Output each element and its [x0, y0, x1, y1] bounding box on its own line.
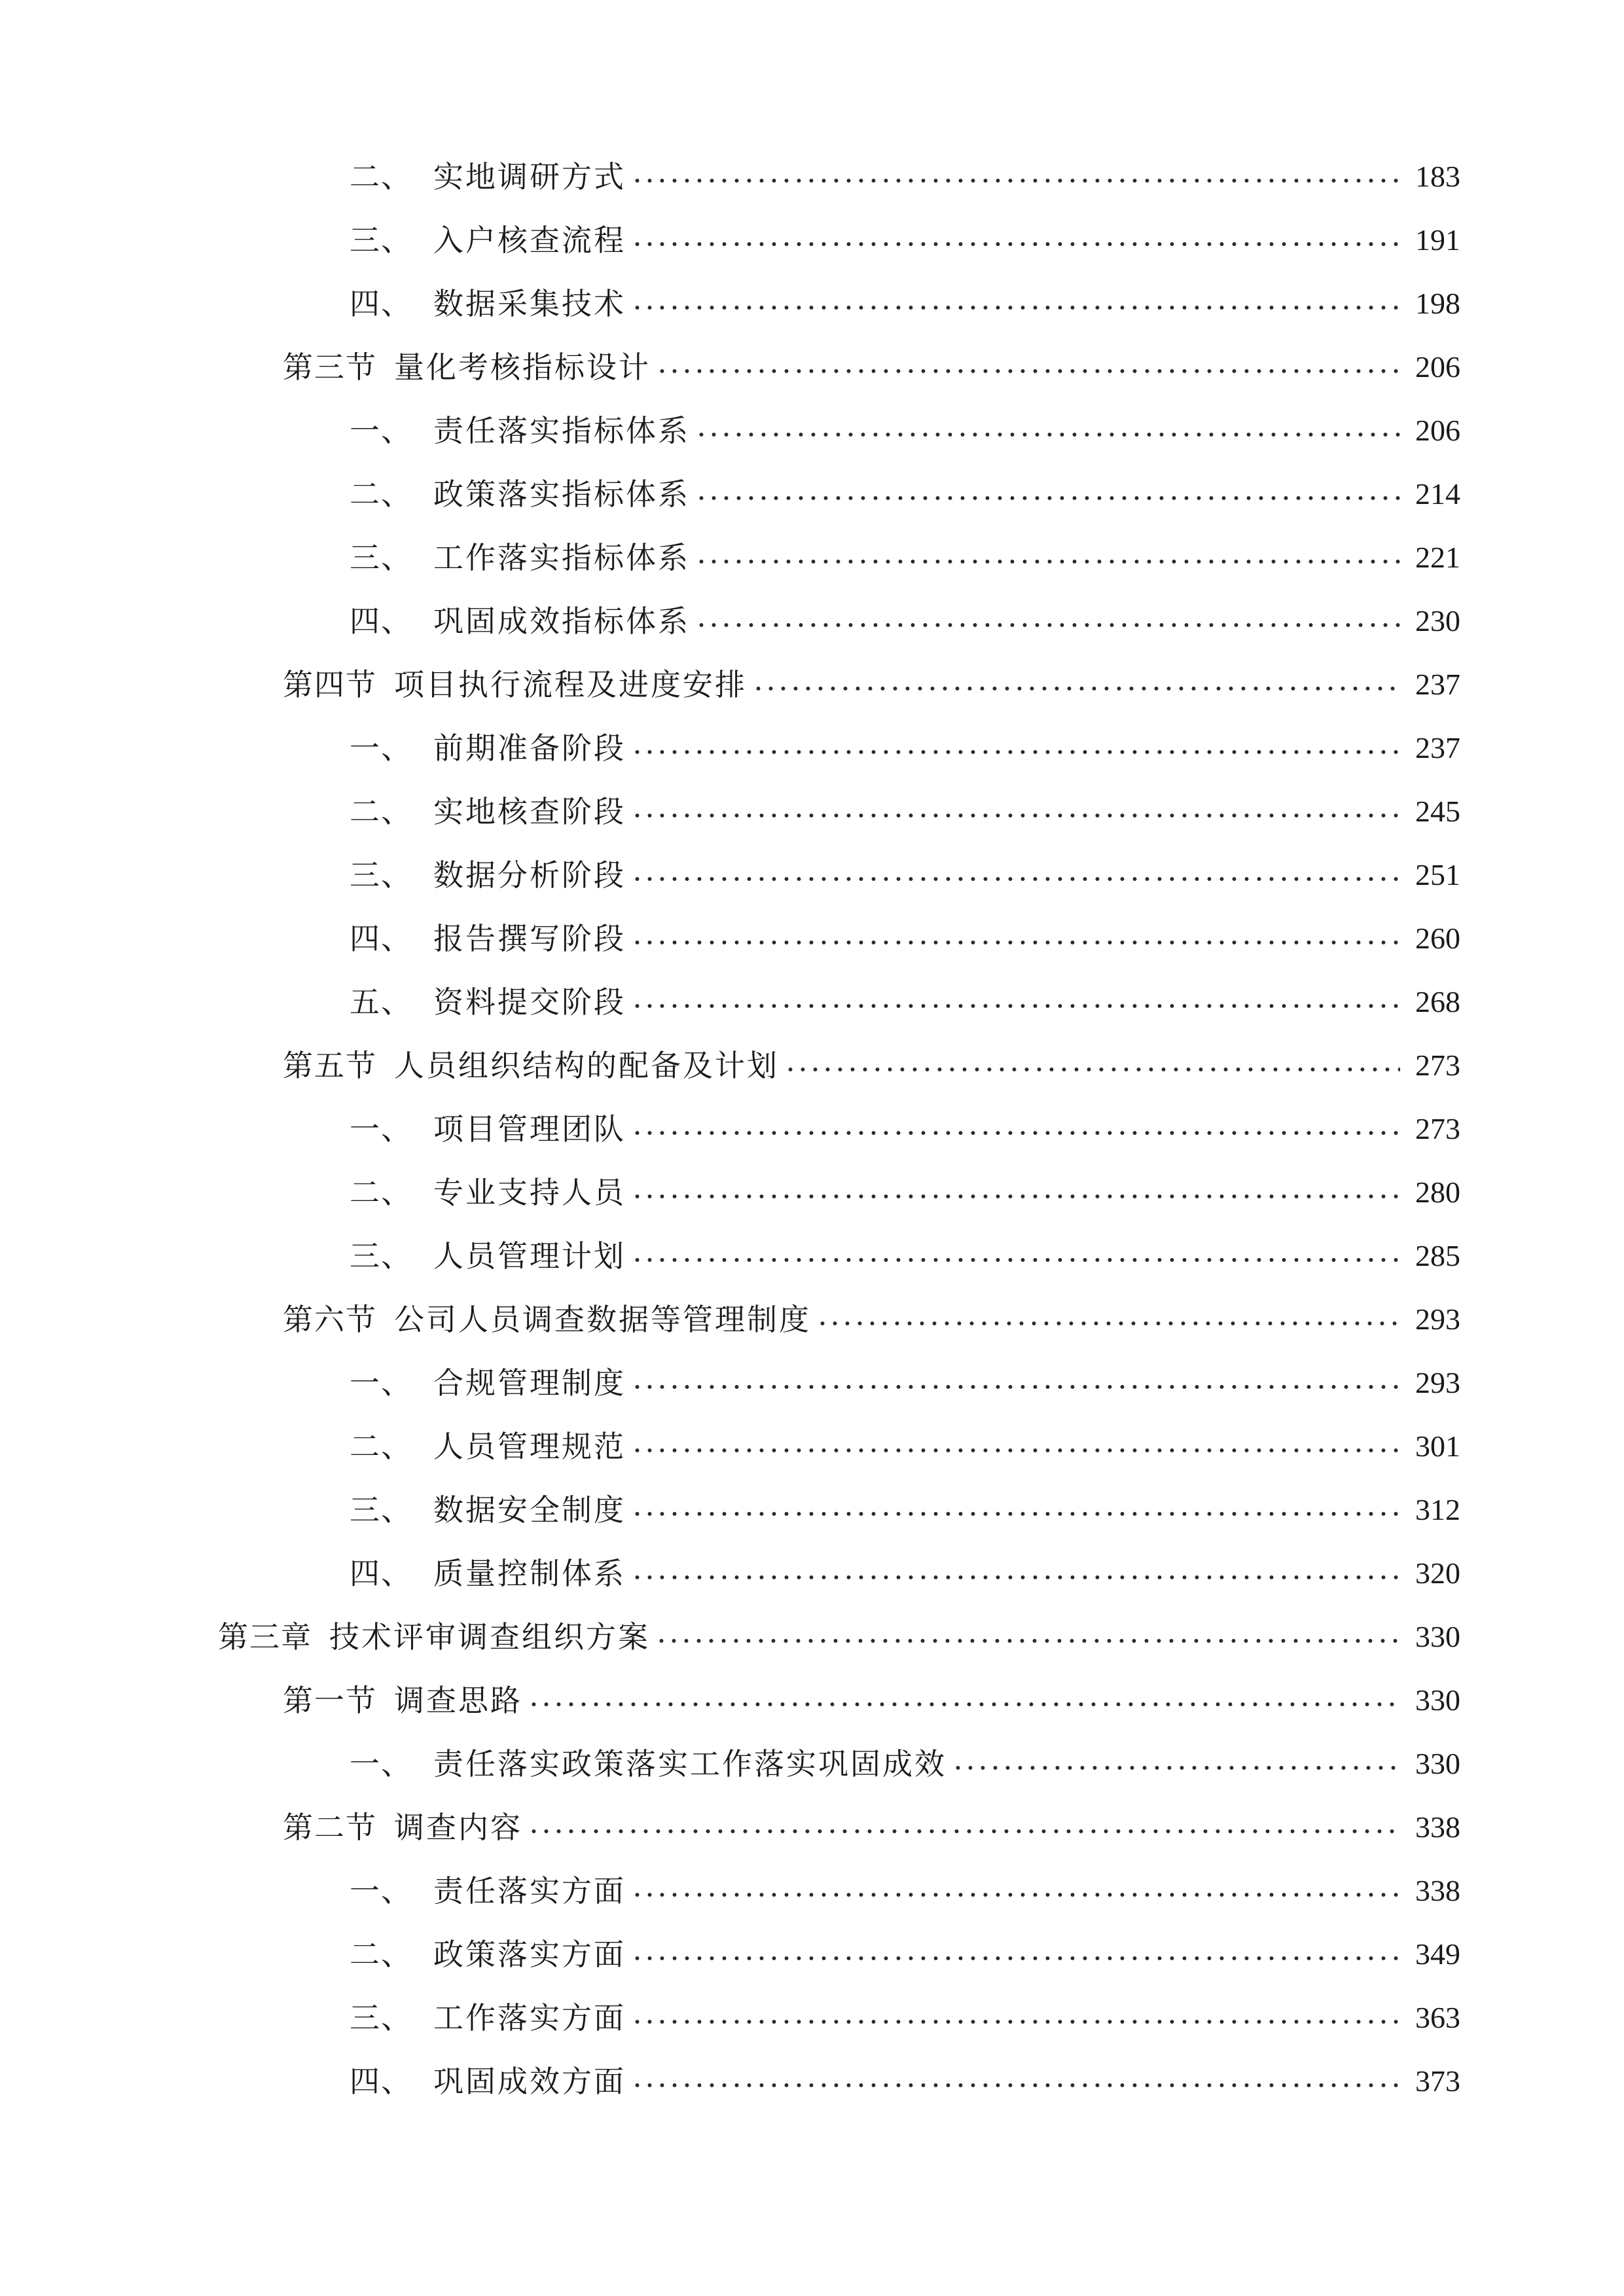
toc-entry-page-number: 320: [1415, 1556, 1460, 1590]
toc-entry-number: 一、: [350, 1746, 412, 1782]
toc-entry-page-number: 230: [1415, 603, 1460, 637]
toc-entry-title: 政策落实指标体系: [433, 476, 690, 512]
toc-entry-number: 四、: [350, 920, 412, 956]
toc-entry-number: 三、: [350, 539, 412, 575]
toc-entry-page-number: 312: [1415, 1492, 1460, 1526]
dot-leader: [695, 548, 1400, 575]
toc-entry[interactable]: [0, 1160, 1624, 1224]
dot-leader: [631, 2009, 1400, 2035]
toc-entry-number: 四、: [350, 603, 412, 639]
dot-leader: [631, 993, 1400, 1019]
toc-entry-number: 第四节: [283, 666, 377, 702]
dot-leader: [631, 168, 1400, 194]
toc-entry-title: 项目管理团队: [433, 1111, 626, 1147]
dot-leader: [631, 1437, 1400, 1463]
toc-entry-title: 工作落实方面: [433, 2000, 626, 2036]
toc-entry-title: 专业支持人员: [433, 1174, 626, 1210]
toc-entry-title: 项目执行流程及进度安排: [394, 666, 747, 702]
toc-entry-page-number: 221: [1415, 540, 1460, 574]
toc-entry-title: 责任落实方面: [433, 1873, 626, 1909]
toc-entry-page-number: 206: [1415, 413, 1460, 447]
toc-entry[interactable]: [0, 906, 1624, 970]
toc-entry[interactable]: [0, 1351, 1624, 1414]
toc-entry-title: 量化考核指标设计: [394, 349, 651, 385]
toc-entry-title: 责任落实政策落实工作落实巩固成效: [433, 1746, 947, 1782]
toc-entry-title: 调查思路: [394, 1682, 522, 1718]
toc-entry[interactable]: [0, 843, 1624, 906]
toc-entry-title: 巩固成效方面: [433, 2063, 626, 2099]
toc-entry-page-number: 293: [1415, 1302, 1460, 1336]
dot-leader: [952, 1755, 1400, 1781]
toc-entry[interactable]: [0, 1922, 1624, 1986]
toc-entry-page-number: 214: [1415, 476, 1460, 511]
dot-leader: [631, 802, 1400, 829]
toc-entry-page-number: 330: [1415, 1619, 1460, 1653]
toc-entry-page-number: 237: [1415, 730, 1460, 764]
toc-entry-title: 实地核查阶段: [433, 793, 626, 829]
toc-entry-title: 公司人员调查数据等管理制度: [394, 1301, 811, 1337]
toc-entry-number: 四、: [350, 1555, 412, 1591]
toc-entry-number: 三、: [350, 222, 412, 258]
dot-leader: [695, 485, 1400, 511]
toc-entry-number: 三、: [350, 1238, 412, 1274]
toc-entry-number: 五、: [350, 984, 412, 1020]
toc-entry-page-number: 338: [1415, 1873, 1460, 1907]
toc-entry-page-number: 373: [1415, 2064, 1460, 2098]
toc-entry[interactable]: [0, 2049, 1624, 2113]
dot-leader: [752, 675, 1400, 702]
dot-leader: [528, 1818, 1400, 1844]
dot-leader: [631, 1945, 1400, 1971]
table-of-contents: [0, 145, 1624, 2113]
toc-entry-number: 三、: [350, 857, 412, 893]
toc-entry-title: 人员管理计划: [433, 1238, 626, 1274]
dot-leader: [631, 739, 1400, 765]
toc-entry-page-number: 245: [1415, 794, 1460, 828]
toc-entry[interactable]: [0, 1795, 1624, 1859]
toc-entry[interactable]: [0, 1224, 1624, 1287]
dot-leader: [631, 1183, 1400, 1210]
toc-entry-title: 质量控制体系: [433, 1555, 626, 1591]
toc-entry-page-number: 260: [1415, 921, 1460, 955]
toc-entry-title: 入户核查流程: [433, 222, 626, 258]
toc-entry-page-number: 280: [1415, 1175, 1460, 1209]
toc-entry-number: 二、: [350, 1428, 412, 1464]
dot-leader: [631, 295, 1400, 321]
toc-entry-title: 数据采集技术: [433, 285, 626, 321]
dot-leader: [784, 1056, 1400, 1083]
toc-entry[interactable]: [0, 716, 1624, 780]
toc-entry-number: 第三节: [283, 349, 377, 385]
dot-leader: [631, 1882, 1400, 1908]
toc-entry-page-number: 251: [1415, 857, 1460, 891]
dot-leader: [631, 1120, 1400, 1146]
toc-entry[interactable]: [0, 1541, 1624, 1605]
dot-leader: [656, 358, 1400, 384]
dot-leader: [631, 2072, 1400, 2098]
toc-entry-number: 第二节: [283, 1809, 377, 1845]
toc-entry[interactable]: [0, 1732, 1624, 1795]
toc-entry[interactable]: [0, 1414, 1624, 1478]
toc-entry-number: 一、: [350, 1365, 412, 1401]
toc-entry[interactable]: [0, 970, 1624, 1033]
toc-entry-number: 第五节: [283, 1047, 377, 1083]
toc-entry-number: 一、: [350, 412, 412, 448]
toc-entry[interactable]: [0, 1033, 1624, 1097]
dot-leader: [631, 1374, 1400, 1400]
toc-entry-number: 第一节: [283, 1682, 377, 1718]
toc-entry[interactable]: [0, 335, 1624, 399]
dot-leader: [695, 612, 1400, 638]
toc-entry-page-number: 273: [1415, 1111, 1460, 1145]
toc-entry-title: 工作落实指标体系: [433, 539, 690, 575]
toc-entry[interactable]: [0, 1986, 1624, 2049]
toc-entry-number: 二、: [350, 793, 412, 829]
toc-entry-number: 第三章: [218, 1619, 312, 1655]
toc-entry-title: 人员组织结构的配备及计划: [394, 1047, 779, 1083]
toc-entry-page-number: 268: [1415, 984, 1460, 1018]
dot-leader: [631, 1247, 1400, 1273]
toc-entry-number: 第六节: [283, 1301, 377, 1337]
toc-entry-page-number: 285: [1415, 1238, 1460, 1272]
toc-entry-number: 二、: [350, 158, 412, 194]
toc-entry-page-number: 183: [1415, 159, 1460, 193]
toc-entry-number: 四、: [350, 2063, 412, 2099]
toc-entry-number: 二、: [350, 1936, 412, 1972]
toc-entry-page-number: 237: [1415, 667, 1460, 701]
dot-leader: [655, 1628, 1400, 1654]
dot-leader: [631, 866, 1400, 892]
toc-entry-title: 责任落实指标体系: [433, 412, 690, 448]
toc-entry-number: 二、: [350, 476, 412, 512]
toc-entry[interactable]: [0, 1287, 1624, 1351]
toc-entry-title: 调查内容: [394, 1809, 522, 1845]
toc-entry-title: 实地调研方式: [433, 158, 626, 194]
toc-entry-number: 三、: [350, 1492, 412, 1528]
toc-entry-page-number: 349: [1415, 1937, 1460, 1971]
toc-entry-page-number: 273: [1415, 1048, 1460, 1082]
toc-entry-title: 人员管理规范: [433, 1428, 626, 1464]
toc-entry[interactable]: [0, 589, 1624, 653]
toc-entry-page-number: 301: [1415, 1429, 1460, 1463]
toc-entry-title: 合规管理制度: [433, 1365, 626, 1401]
toc-entry[interactable]: [0, 145, 1624, 208]
toc-entry-title: 报告撰写阶段: [433, 920, 626, 956]
toc-entry-title: 政策落实方面: [433, 1936, 626, 1972]
toc-entry[interactable]: [0, 272, 1624, 335]
toc-entry[interactable]: [0, 208, 1624, 272]
toc-entry-title: 资料提交阶段: [433, 984, 626, 1020]
toc-entry-number: 一、: [350, 1873, 412, 1909]
toc-entry-page-number: 338: [1415, 1810, 1460, 1844]
toc-entry[interactable]: [0, 462, 1624, 526]
toc-entry-page-number: 293: [1415, 1365, 1460, 1399]
toc-entry-page-number: 330: [1415, 1683, 1460, 1717]
toc-entry-page-number: 191: [1415, 223, 1460, 257]
toc-entry-title: 数据安全制度: [433, 1492, 626, 1528]
toc-entry-page-number: 198: [1415, 286, 1460, 320]
toc-entry-number: 四、: [350, 285, 412, 321]
dot-leader: [631, 1564, 1400, 1590]
toc-entry-title: 前期准备阶段: [433, 730, 626, 766]
dot-leader: [695, 422, 1400, 448]
toc-entry-title: 数据分析阶段: [433, 857, 626, 893]
toc-entry-number: 三、: [350, 2000, 412, 2036]
toc-entry[interactable]: [0, 399, 1624, 462]
dot-leader: [816, 1310, 1400, 1336]
toc-entry-number: 二、: [350, 1174, 412, 1210]
toc-entry[interactable]: [0, 1478, 1624, 1541]
toc-entry[interactable]: [0, 1605, 1624, 1668]
dot-leader: [631, 231, 1400, 257]
toc-entry-title: 技术评审调查组织方案: [329, 1619, 650, 1655]
toc-entry[interactable]: [0, 653, 1624, 716]
toc-entry-number: 一、: [350, 730, 412, 766]
dot-leader: [631, 1501, 1400, 1527]
toc-entry[interactable]: [0, 780, 1624, 843]
toc-entry-number: 一、: [350, 1111, 412, 1147]
toc-entry-page-number: 206: [1415, 350, 1460, 384]
toc-entry[interactable]: [0, 526, 1624, 589]
toc-entry[interactable]: [0, 1668, 1624, 1732]
toc-entry[interactable]: [0, 1097, 1624, 1160]
dot-leader: [528, 1691, 1400, 1717]
toc-entry[interactable]: [0, 1859, 1624, 1922]
dot-leader: [631, 929, 1400, 956]
toc-entry-title: 巩固成效指标体系: [433, 603, 690, 639]
toc-entry-page-number: 330: [1415, 1746, 1460, 1780]
toc-entry-page-number: 363: [1415, 2000, 1460, 2034]
